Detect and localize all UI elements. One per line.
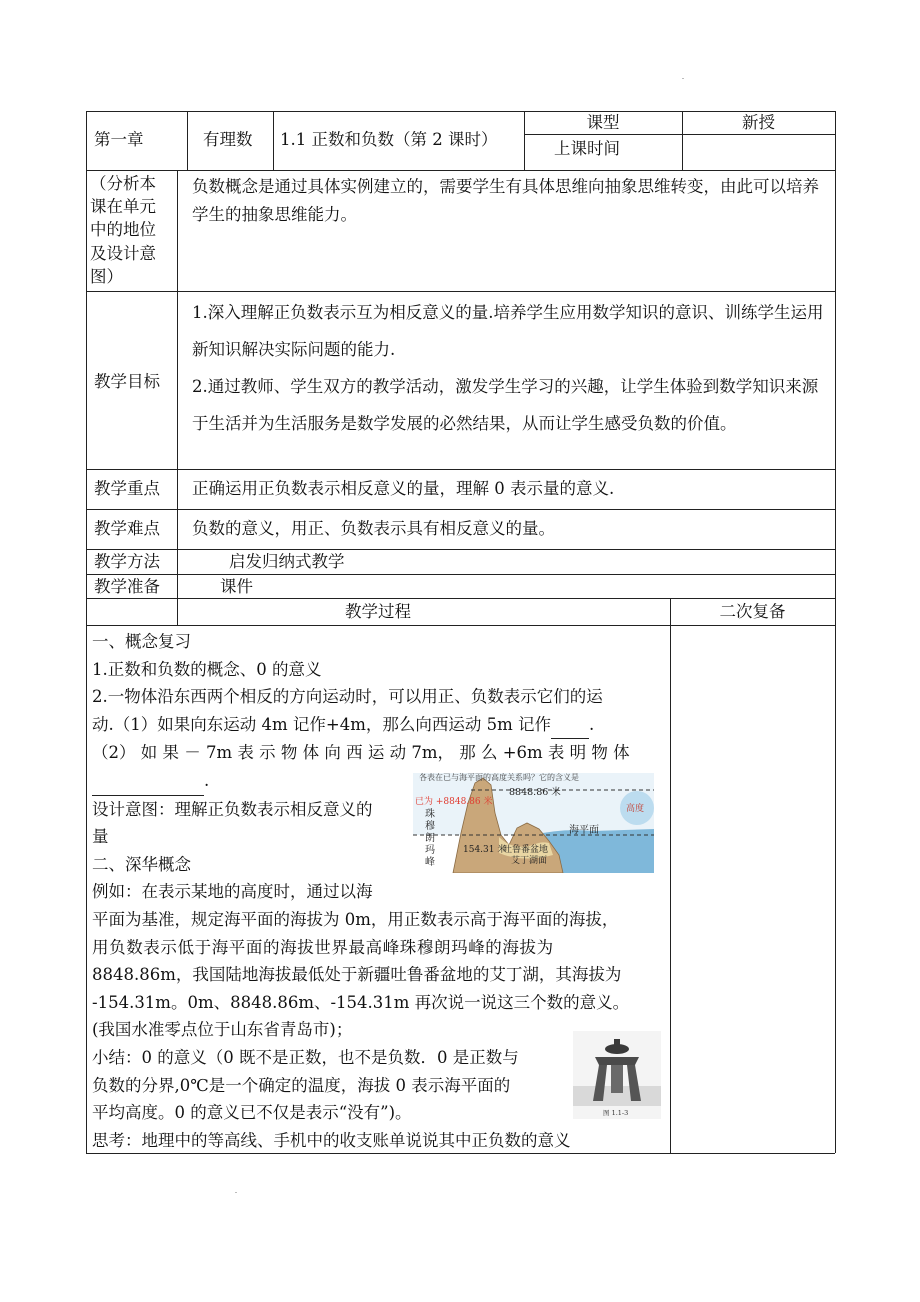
analysis-label [90,172,176,288]
figure-red-text: 已为 +8848.86 米 [415,797,493,807]
peak-name-char: 珠 [425,809,435,820]
lesson-plan-table [86,111,835,1153]
process-line: 1.正数和负数的概念、0 的意义 [92,659,322,679]
figure-right-label: 高度 [626,804,645,814]
process-line: 二、深华概念 [92,854,191,874]
sea-label: 海平面 [569,825,599,836]
peak-name-char: 朗 [425,833,435,844]
process-line: 8848.86m，我国陆地海拔最低处于新疆吐鲁番盆地的艾丁湖，其海拔为 [92,965,622,985]
process-line: 用负数表示低于海平面的海拔世界最高峰珠穆朗玛峰的海拔为 [92,937,554,957]
monument-center [611,1065,623,1093]
monument-photo [573,1031,661,1119]
chapter-cell: 第一章 [94,130,144,149]
review-header: 二次复备 [719,602,786,621]
process-line: 思考：地理中的等高线、手机中的收支账单说说其中正负数的意义 [92,1130,571,1150]
method-label: 教学方法 [94,552,160,571]
page-speck [235,1192,237,1193]
preparation-label: 教学准备 [94,577,160,596]
process-line: 一、概念复习 [92,632,191,651]
answer-blank [92,767,204,796]
analysis-content: 负数概念是通过具体实例建立的，需要学生有具体思维向抽象思维转变，由此可以培养学生的抽象思维能力。 [192,177,819,224]
difficulty-label: 教学难点 [94,519,160,538]
analysis-label-line: 中的地位 [90,220,156,240]
process-line [92,711,666,740]
analysis-label-line: （分析本 [90,174,156,193]
key-point-content: 正确运用正负数表示相反意义的量，理解 0 表示量的意义. [192,479,615,498]
goals-content [192,294,826,442]
peak-name-char: 峰 [425,857,435,868]
sea-level-diagram [413,773,654,873]
sea-level-figure [413,773,654,873]
method-content: 启发归纳式教学 [229,552,345,571]
peak-name-char: 玛 [425,845,435,856]
goal-item: 2.通过教师、学生双方的教学活动，激发学生学习的兴趣，让学生体验到数学知识来源于生活并为生活服务是数学发展的必然结果，从而让学生感受负数的价值。 [192,377,819,433]
process-line: 平面为基准，规定海平面的海拔为 0m，用正数表示高于海平面的海拔， [92,909,619,929]
class-type-label: 课型 [586,113,620,132]
lake-label: 艾丁湖面 [511,856,548,866]
figure-height-label: 8848.86 米 [509,787,561,798]
page-speck [682,78,684,79]
preparation-content: 课件 [220,577,253,596]
peak-name-char: 穆 [425,821,435,832]
analysis-label-line: 图） [90,266,123,286]
unit-cell: 有理数 [203,130,253,149]
process-line: （2） 如 果 － 7m 表 示 物 体 向 西 运 动 7m， 那 么 +6m 表 明 物 体 [92,743,630,763]
goal-item: 1.深入理解正负数表示互为相反意义的量.培养学生应用数学知识的意识、训练学生运用新知识解决实际问题的能力. [192,303,824,359]
process-text: 动.（1）如果向东运动 4m 记作+4m，那么向西运动 5m 记作 [92,714,551,734]
process-line: 例如：在表示某地的高度时，通过以海 [92,882,373,902]
process-line: -154.31m。0m、8848.86m、-154.31m 再次说一说这三个数的意义。 [92,992,630,1012]
process-line: 2.一物体沿东西两个相反的方向运动时，可以用正、负数表示它们的运 [92,687,603,707]
process-header: 教学过程 [345,602,411,621]
process-text: . [588,714,595,734]
process-line: 平均高度。0 的意义已不仅是表示“没有”)。 [92,1103,412,1123]
difficulty-content: 负数的意义，用正、负数表示具有相反意义的量。 [192,519,555,538]
process-line: 小结：0 的意义（0 既不是正数，也不是负数．0 是正数与 [92,1047,519,1067]
goals-label: 教学目标 [94,372,160,391]
monument-top [614,1039,620,1049]
key-point-label: 教学重点 [94,479,160,498]
low-value-label: 154.31 米 [463,845,507,855]
class-time-label: 上课时间 [554,139,620,158]
process-line: (我国水准零点位于山东省青岛市)； [92,1020,353,1040]
process-line: 设计意图：理解正负数表示相反意义的 [92,799,373,819]
class-type-value: 新授 [742,113,775,132]
process-text: . [204,770,210,790]
process-line: 量 [92,827,109,847]
monument-cap [595,1057,639,1065]
monument-figure [573,1031,661,1119]
analysis-label-line: 及设计意 [90,243,156,263]
figure-top-text: 各表在已与海平面的高度关系吗？它的含义是 [419,773,579,782]
process-line: 负数的分界,0℃是一个确定的温度，海拔 0 表示海平面的 [92,1075,511,1095]
answer-blank [551,711,589,740]
basin-label: 吐鲁番盆地 [503,845,549,855]
analysis-label-line: 课在单元 [90,197,156,217]
monument-caption: 图 1.1-3 [603,1109,629,1117]
lesson-title-cell: 1.1 正数和负数（第 2 课时） [280,130,498,149]
